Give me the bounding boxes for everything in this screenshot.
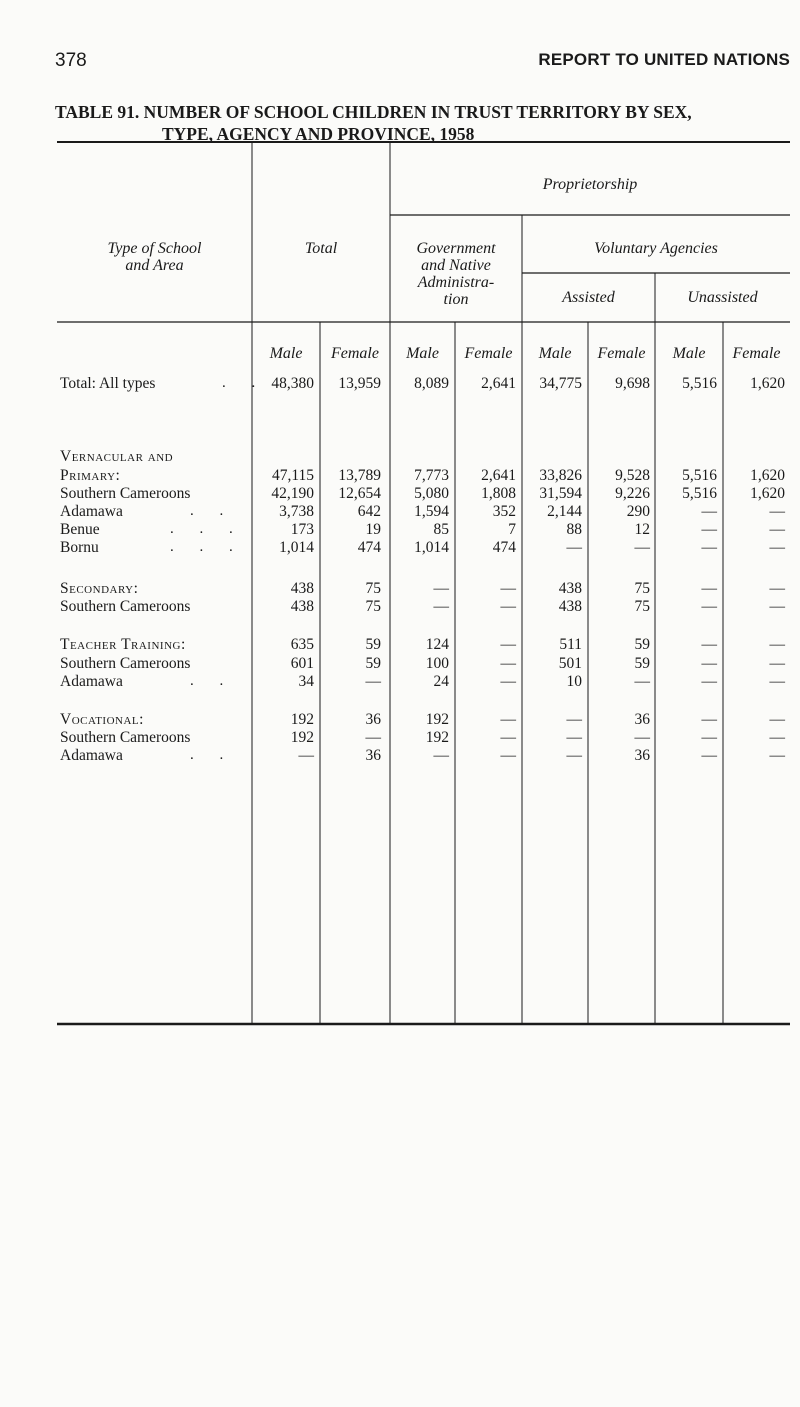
table-cell: 36 <box>365 747 381 764</box>
table-cell: — <box>298 747 314 764</box>
table-cell: 75 <box>365 598 381 615</box>
row-label-southern-cameroons: Southern Cameroons <box>60 729 191 746</box>
table-cell: 19 <box>365 521 381 538</box>
table-cell: 13,959 <box>338 375 381 392</box>
row-label-adamawa: Adamawa <box>60 747 123 764</box>
table-cell: 192 <box>425 729 449 746</box>
table-cell: 12 <box>634 521 650 538</box>
table-cell: 1,620 <box>750 467 785 484</box>
table-cell: — <box>500 598 516 615</box>
table-cell: — <box>566 539 582 556</box>
dot-leader: . . . <box>170 539 244 555</box>
sex-header-female: Female <box>464 345 513 362</box>
table-cell: — <box>701 711 717 728</box>
table-cell: — <box>701 729 717 746</box>
table-cell: 75 <box>365 580 381 597</box>
table-cell: 438 <box>290 580 314 597</box>
table-cell: 42,190 <box>271 485 314 502</box>
table-cell: 290 <box>626 503 650 520</box>
table-cell: 36 <box>634 747 650 764</box>
table-cell: 59 <box>634 655 650 672</box>
table-cell: — <box>769 711 785 728</box>
table-cell: — <box>500 580 516 597</box>
table-cell: 1,594 <box>414 503 449 520</box>
header-assisted: Assisted <box>562 289 615 306</box>
table-cell: 1,620 <box>750 375 785 392</box>
table-cell: 59 <box>365 636 381 653</box>
table-cell: 124 <box>425 636 449 653</box>
table-cell: 12,654 <box>338 485 381 502</box>
table-cell: 13,789 <box>338 467 381 484</box>
row-label-southern-cameroons: Southern Cameroons <box>60 485 191 502</box>
table-cell: 59 <box>634 636 650 653</box>
header-total: Total <box>304 240 338 257</box>
table-cell: — <box>634 673 650 690</box>
dot-leader: . . <box>190 503 235 519</box>
row-label-vocational: Vocational: <box>60 711 144 728</box>
header-unassisted: Unassisted <box>687 289 758 306</box>
table-cell: 5,080 <box>414 485 449 502</box>
table-cell: — <box>701 673 717 690</box>
dot-leader: . . <box>222 375 267 391</box>
table-cell: 24 <box>433 673 449 690</box>
table-cell: 34,775 <box>539 375 582 392</box>
table-cell: 34 <box>298 673 314 690</box>
table-cell: 511 <box>559 636 582 653</box>
table-cell: 192 <box>290 711 314 728</box>
table-cell: — <box>433 747 449 764</box>
table-cell: — <box>433 580 449 597</box>
sex-header-male: Male <box>406 345 439 362</box>
row-label-secondary: Secondary: <box>60 580 139 597</box>
table-cell: 438 <box>558 580 582 597</box>
table-cell: — <box>769 655 785 672</box>
table-cell: — <box>566 729 582 746</box>
header-proprietorship: Proprietorship <box>542 176 638 193</box>
table-cell: 192 <box>290 729 314 746</box>
row-label-adamawa: Adamawa <box>60 673 123 690</box>
table-cell: — <box>701 503 717 520</box>
table-cell: — <box>769 747 785 764</box>
table-cell: — <box>634 539 650 556</box>
table-cell: 1,808 <box>481 485 516 502</box>
table-cell: — <box>566 711 582 728</box>
table-cell: 5,516 <box>682 485 717 502</box>
header-government: Government and Native Administra- tion <box>416 240 496 308</box>
running-head: REPORT TO UNITED NATIONS <box>538 50 790 69</box>
table-cell: 3,738 <box>279 503 314 520</box>
table-cell: — <box>701 636 717 653</box>
table-cell: 36 <box>365 711 381 728</box>
dot-leader: . . . <box>170 521 244 537</box>
table-cell: 85 <box>433 521 449 538</box>
table-cell: — <box>365 673 381 690</box>
table-cell: 31,594 <box>539 485 582 502</box>
row-label-benue: Benue <box>60 521 100 538</box>
row-label-teacher-training: Teacher Training: <box>60 636 186 653</box>
table-cell: — <box>500 636 516 653</box>
table-cell: 474 <box>357 539 381 556</box>
table-cell: — <box>365 729 381 746</box>
table-cell: 9,226 <box>615 485 650 502</box>
table-cell: 7 <box>508 521 516 538</box>
row-label-total: Total: All types <box>60 375 156 392</box>
sex-header-male: Male <box>269 345 303 362</box>
row-label-bornu: Bornu <box>60 539 99 556</box>
table-cell: 9,698 <box>615 375 650 392</box>
table-cell: 2,641 <box>481 467 516 484</box>
table-cell: 7,773 <box>414 467 449 484</box>
table-cell: 2,144 <box>547 503 582 520</box>
table-cell: 33,826 <box>539 467 582 484</box>
table-cell: — <box>769 598 785 615</box>
header-type-of-school: Type of School and Area <box>107 240 202 274</box>
table-cell: — <box>500 729 516 746</box>
table-cell: 100 <box>425 655 449 672</box>
table-cell: 5,516 <box>682 375 717 392</box>
table-title-line-2: TYPE, AGENCY AND PROVINCE, 1958 <box>162 124 475 144</box>
table-cell: — <box>701 747 717 764</box>
table-cell: 5,516 <box>682 467 717 484</box>
row-label-southern-cameroons: Southern Cameroons <box>60 598 191 615</box>
sex-header-female: Female <box>597 345 646 362</box>
table-cell: 352 <box>492 503 516 520</box>
table-cell: — <box>701 655 717 672</box>
table-cell: 75 <box>634 598 650 615</box>
table-cell: — <box>500 673 516 690</box>
table-cell: 1,014 <box>414 539 449 556</box>
row-label-vernacular-line-1: Vernacular and <box>60 448 174 465</box>
sex-header-female: Female <box>732 345 781 362</box>
row-label-adamawa: Adamawa <box>60 503 123 520</box>
table-cell: 47,115 <box>271 467 314 484</box>
table-cell: 75 <box>634 580 650 597</box>
table-cell: — <box>701 598 717 615</box>
table-cell: — <box>433 598 449 615</box>
table-cell: 438 <box>558 598 582 615</box>
table-cell: 36 <box>634 711 650 728</box>
table-cell: — <box>769 673 785 690</box>
table-cell: 59 <box>365 655 381 672</box>
dot-leader: . . <box>190 747 235 763</box>
table-cell: 88 <box>566 521 582 538</box>
table-cell: 474 <box>492 539 516 556</box>
table-cell: — <box>566 747 582 764</box>
table-cell: — <box>769 580 785 597</box>
row-label-southern-cameroons: Southern Cameroons <box>60 655 191 672</box>
table-cell: 2,641 <box>481 375 516 392</box>
sex-header-male: Male <box>672 345 706 362</box>
table-cell: 1,620 <box>750 485 785 502</box>
table-cell: — <box>769 539 785 556</box>
table-cell: — <box>769 503 785 520</box>
table-cell: 601 <box>290 655 314 672</box>
table-cell: 1,014 <box>279 539 314 556</box>
table-cell: — <box>500 655 516 672</box>
table-cell: — <box>500 747 516 764</box>
table-cell: — <box>769 636 785 653</box>
table-cell: — <box>701 539 717 556</box>
table-cell: — <box>769 729 785 746</box>
table-cell: — <box>701 521 717 538</box>
table-cell: 10 <box>566 673 582 690</box>
table-cell: — <box>701 580 717 597</box>
table-cell: 635 <box>290 636 314 653</box>
table-cell: — <box>769 521 785 538</box>
table-cell: 8,089 <box>414 375 449 392</box>
table-cell: 438 <box>290 598 314 615</box>
sex-header-male: Male <box>538 345 572 362</box>
table-cell: 173 <box>290 521 314 538</box>
page-number: 378 <box>55 50 87 71</box>
sex-header-female: Female <box>331 345 379 362</box>
table-cell: 642 <box>357 503 381 520</box>
header-voluntary-agencies: Voluntary Agencies <box>594 240 718 257</box>
dot-leader: . . <box>190 673 235 689</box>
table-cell: — <box>500 711 516 728</box>
table-cell: 501 <box>558 655 582 672</box>
row-label-primary: Primary: <box>60 467 121 484</box>
table-cell: — <box>634 729 650 746</box>
table-title-line-1: TABLE 91. NUMBER OF SCHOOL CHILDREN IN TRUST TERRITORY BY SEX, <box>55 102 692 122</box>
table-cell: 48,380 <box>271 375 314 392</box>
table-cell: 192 <box>425 711 449 728</box>
table-cell: 9,528 <box>615 467 650 484</box>
